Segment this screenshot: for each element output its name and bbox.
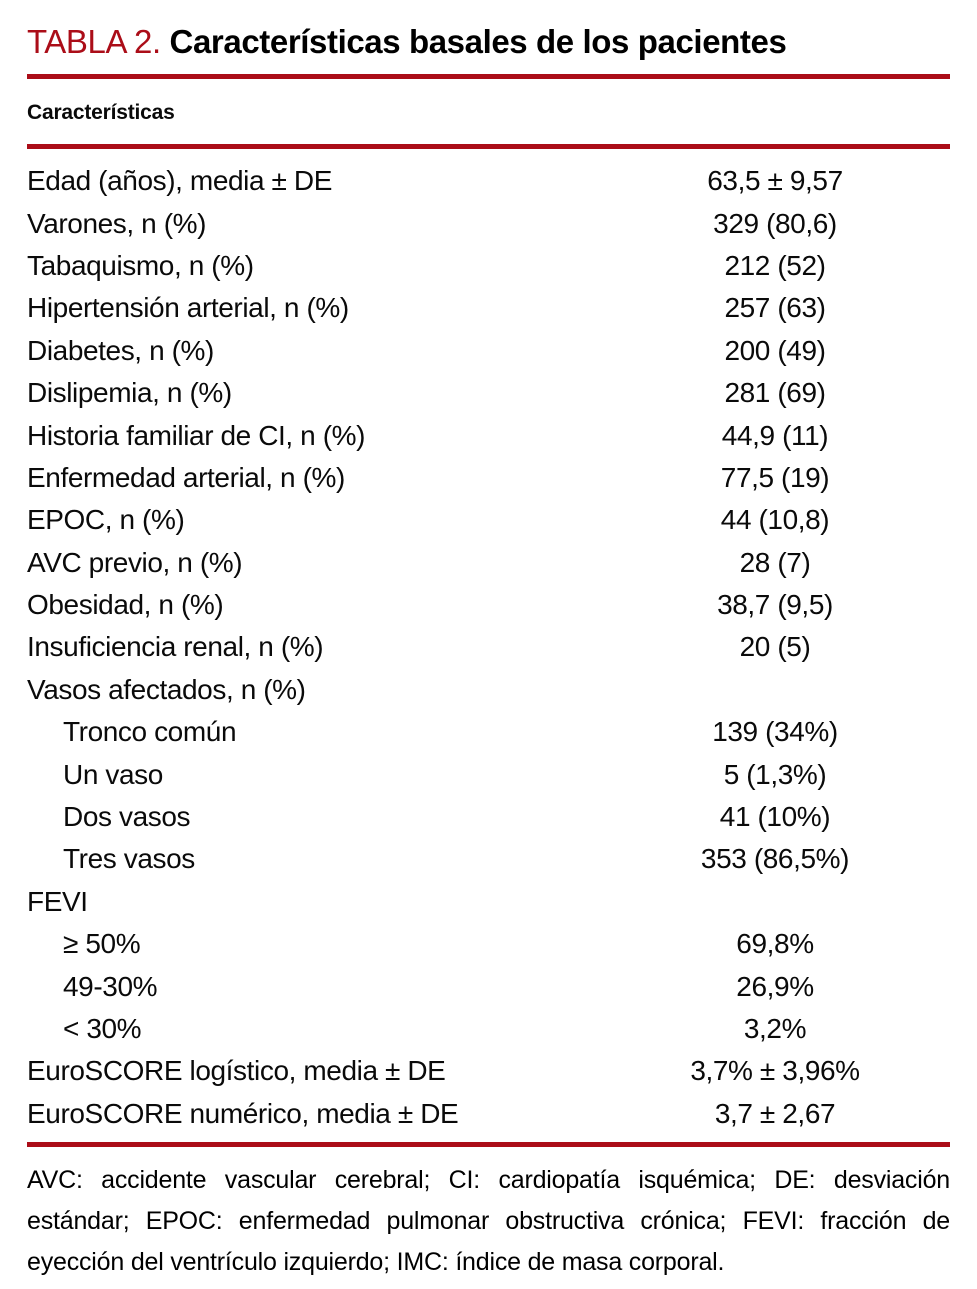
divider-top xyxy=(27,74,950,79)
row-label: Insuficiencia renal, n (%) xyxy=(27,631,324,663)
row-label: Historia familiar de CI, n (%) xyxy=(27,419,366,451)
table-number-label: TABLA 2. xyxy=(27,23,161,60)
row-label: EuroSCORE numérico, media ± DE xyxy=(27,1097,459,1129)
row-value: 329 (80,6) xyxy=(713,207,837,239)
row-label: FEVI xyxy=(27,885,88,917)
footnote: AVC: accidente vascular cerebral; CI: cardiopatía isquémica; DE: desviación estándar; EPOC: enfermedad pulmonar obstructiva crónica; FEVI: fracción de eyección del ventrículo izquierdo; IMC: índice de masa corporal. xyxy=(27,1165,950,1276)
row-label: EPOC, n (%) xyxy=(27,504,185,536)
row-value: 200 (49) xyxy=(724,334,826,366)
row-label: AVC previo, n (%) xyxy=(27,546,243,578)
table-row xyxy=(27,965,950,1007)
row-value: 3,2% xyxy=(743,1013,807,1044)
row-value: 28 (7) xyxy=(739,546,811,578)
row-label: EuroSCORE logístico, media ± DE xyxy=(27,1055,446,1087)
table-row xyxy=(27,499,950,541)
row-label: Tres vasos xyxy=(63,843,195,875)
table-row xyxy=(27,542,950,584)
row-label: Dos vasos xyxy=(63,801,191,833)
table-row xyxy=(27,160,950,202)
row-label: 49-30% xyxy=(63,970,158,1002)
row-label: Un vaso xyxy=(63,758,163,790)
table-title-text: Características basales de los pacientes xyxy=(169,23,787,60)
divider-bottom xyxy=(27,1142,950,1147)
row-label: Diabetes, n (%) xyxy=(27,334,214,366)
row-value: 3,7 ± 2,67 xyxy=(714,1097,836,1129)
row-value: 139 (34%) xyxy=(712,716,838,748)
row-value: 353 (86,5%) xyxy=(700,843,850,875)
table-title xyxy=(27,20,950,64)
row-value: 38,7 (9,5) xyxy=(717,589,833,621)
table-row xyxy=(27,1008,950,1050)
row-value: 41 (10%) xyxy=(719,801,831,833)
row-label: Obesidad, n (%) xyxy=(27,589,224,621)
table-row xyxy=(27,838,950,880)
table-row xyxy=(27,923,950,965)
row-value: 212 (52) xyxy=(724,249,826,281)
row-value: 63,5 ± 9,57 xyxy=(707,165,843,197)
table-row xyxy=(27,626,950,668)
row-value: 69,8% xyxy=(736,928,814,960)
row-value: 20 (5) xyxy=(739,631,811,663)
table-row xyxy=(27,457,950,499)
table-row xyxy=(27,202,950,244)
row-label: ≥ 50% xyxy=(63,928,141,960)
column-header: Características xyxy=(27,101,175,124)
row-label: Edad (años), media ± DE xyxy=(27,165,332,197)
table-row xyxy=(27,711,950,753)
row-label: Enfermedad arterial, n (%) xyxy=(27,461,345,493)
row-value: 3,7% ± 3,96% xyxy=(690,1055,860,1087)
table-rows xyxy=(27,160,950,1135)
table-row xyxy=(27,584,950,626)
row-value: 26,9% xyxy=(736,970,814,1002)
row-label: Tabaquismo, n (%) xyxy=(27,249,254,281)
table-row xyxy=(27,287,950,329)
row-label: Hipertensión arterial, n (%) xyxy=(27,292,349,324)
table-row xyxy=(27,753,950,795)
table-row xyxy=(27,245,950,287)
table-row xyxy=(27,1093,950,1135)
table-row xyxy=(27,1050,950,1092)
table-row xyxy=(27,330,950,372)
table-row xyxy=(27,881,950,923)
table-row xyxy=(27,669,950,711)
row-value: 77,5 (19) xyxy=(720,461,830,493)
table-row xyxy=(27,372,950,414)
row-label: Varones, n (%) xyxy=(27,207,207,239)
row-value: 44 (10,8) xyxy=(720,504,830,536)
row-label: Tronco común xyxy=(63,716,237,748)
row-label: Vasos afectados, n (%) xyxy=(27,673,306,705)
row-value: 44,9 (11) xyxy=(721,419,829,451)
row-label: < 30% xyxy=(63,1013,142,1044)
table-row xyxy=(27,414,950,456)
row-label: Dislipemia, n (%) xyxy=(27,377,232,409)
table-row xyxy=(27,796,950,838)
row-value: 281 (69) xyxy=(724,377,826,409)
divider-header xyxy=(27,144,950,149)
row-value: 257 (63) xyxy=(724,292,826,324)
row-value: 5 (1,3%) xyxy=(723,758,827,790)
